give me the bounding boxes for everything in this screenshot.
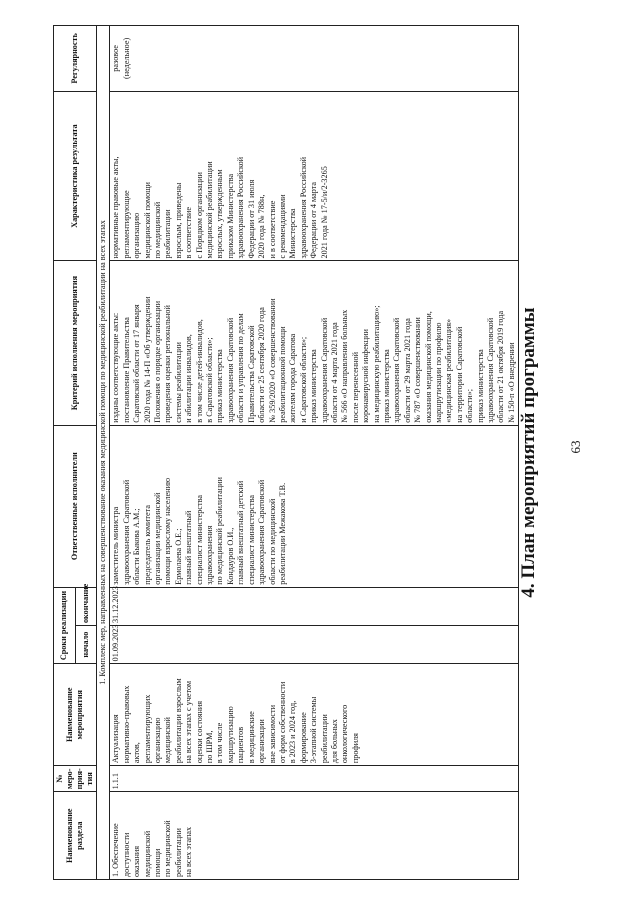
cell-regularity: разовое (недельное) — [110, 26, 519, 92]
header-criterion: Критерий исполнения мероприятия — [54, 261, 97, 425]
header-regularity: Регулярность — [54, 26, 97, 92]
header-start: начало — [75, 626, 97, 664]
cell-end: 31.12.2023 — [110, 587, 519, 625]
page-number: 63 — [568, 440, 583, 454]
cell-start: 01.09.2023 — [110, 626, 519, 664]
program-plan-table — [53, 25, 519, 880]
cell-section-name: 1. Обеспечение доступности оказания медицинской помощи по медицинской реабилитации на всех этапах — [110, 792, 519, 880]
cell-activity-name: Актуализация нормативно-правовых актов, регламентирующих организацию медицинской реабилитации взрослым на всех этапах с учетом оценки состояния по ШРМ, в том числе маршрутизацию пациентов в медицинские организации вне зависимости от форм собственности в 2023 и 2024 год, формирование 3-этапной системы реабилитации для больных онкологического профиля — [110, 664, 519, 766]
cell-criterion: изданы соответствующие акты: постановление Правительства Саратовской области от 17 января 2020 года № 14-П «Об утверждении Положения о порядке организации проведения оценки региональной системы реабилитации и абилитации инвалидов, в том числе детей-инвалидов, в Саратовской области»; приказ министерства здравоохранения Саратовской области и управления по делам Правительства Саратовской области от 25 сентября 2020 года № 359/2020 «О совершенствовании реабилитационной помощи жителям города Саратова и Саратовской области»; приказ министерства здравоохранения Саратовской области от 4 марта 2021 года № 566 «О направлении больных после перенесенной коронавирусной инфекции на медицинскую реабилитацию»; приказ министерства здравоохранения Саратовской области от 29 марта 2021 года № 787 «О совершенствовании оказания медицинской помощи, маршрутизации по профилю «медицинская реабилитация» на территории Саратовской области»; приказ министерства здравоохранения Саратовской области от 21 октября 2019 года № 150-п «О внедрении — [110, 261, 519, 425]
header-section-name: Наименование раздела — [54, 792, 97, 880]
table-header-row — [54, 26, 76, 880]
header-number: № меро-прия-тия — [54, 766, 97, 792]
cell-number: 1.1.1 — [110, 766, 519, 792]
header-terms: Сроки реализации — [54, 587, 76, 664]
table-row — [110, 26, 519, 880]
header-executors: Ответственные исполнители — [54, 425, 97, 587]
cell-result: нормативные правовые акты, регламентирующие организацию медицинской помощи по медицинской реабилитации взрослым, приведены в соответствие с Порядком организации медицинской реабилитации взрослых, утвержденным приказом Министерства здравоохранения Российской Федерации от 31 июля 2020 года № 788н, и в соответствие с рекомендациями Министерства здравоохранения Российской Федерации от 4 марта 2021 года № 17-5/и/2-3265 — [110, 91, 519, 261]
header-end: окончание — [75, 587, 97, 625]
header-result: Характеристика результата — [54, 91, 97, 261]
section-row — [97, 26, 110, 880]
section-title: 1. Комплекс мер, направленных на совершенствование оказания медицинской помощи по медицинской реабилитации на всех этапах — [97, 26, 110, 880]
header-activity-name: Наименование мероприятия — [54, 664, 97, 766]
page-title: 4. План мероприятий программы — [518, 307, 539, 598]
cell-executors: заместитель министра здравоохранения Саратовской области Быкова А.М.; председатель комитета организации медицинской помощи взрослому населению Ермолаева О.Е.; главный внештатный специалист министерства здравоохранения по медицинской реабилитации Кондауров О.И., главный внештатный детский специалист министерства здравоохранения Саратовской области по медицинской реабилитации Межакова Т.В. — [110, 425, 519, 587]
